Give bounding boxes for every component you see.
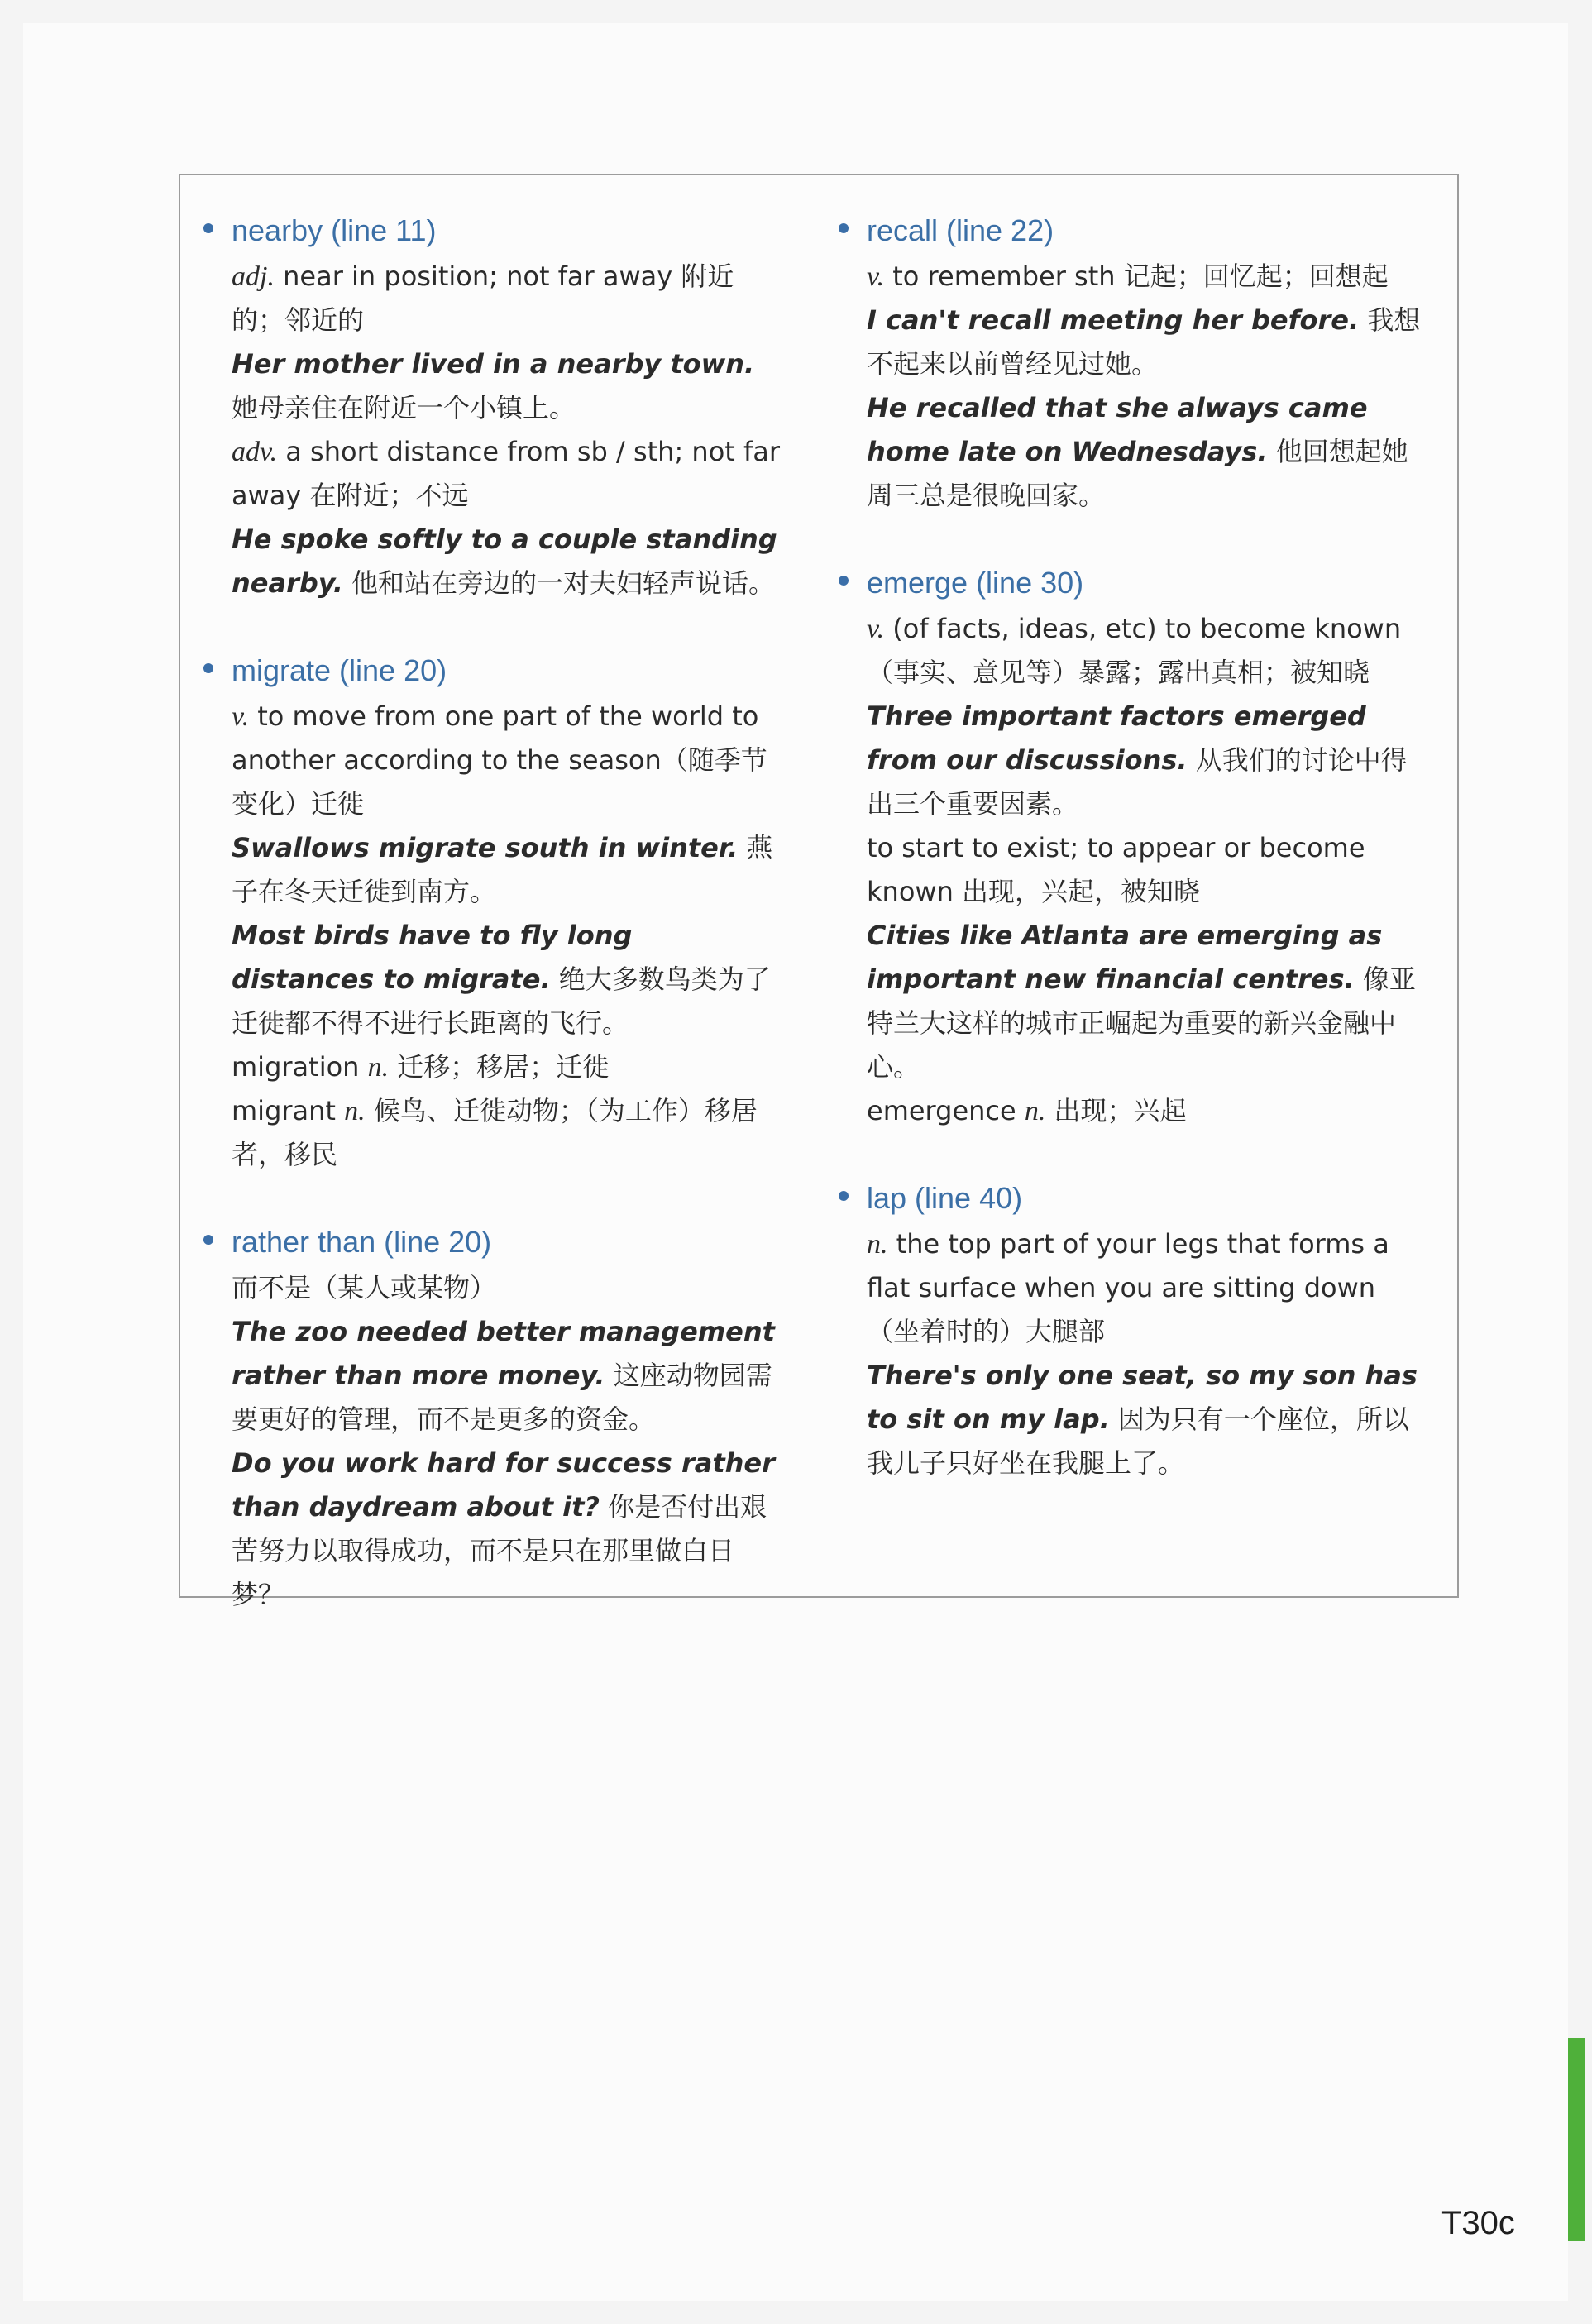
example: Cities like Atlanta are emerging as important new financial centres. 像亚特兰大这样的城市正崛起为重要的新兴金融中心。 bbox=[867, 920, 1416, 1083]
example: The zoo needed better management rather than more money. 这座动物园需要更好的管理，而不是更多的资金。 bbox=[232, 1316, 775, 1435]
example: Three important factors emerged from our discussions. 从我们的讨论中得出三个重要因素。 bbox=[867, 701, 1408, 820]
entry-migrate bbox=[202, 650, 781, 1177]
vocabulary-box bbox=[179, 174, 1459, 1610]
part-of-speech: adj. bbox=[232, 261, 275, 292]
headword-rather-than: rather than (line 20) bbox=[232, 1225, 492, 1259]
headword-lap: lap (line 40) bbox=[867, 1181, 1023, 1215]
entry-nearby bbox=[202, 210, 781, 605]
bullet-icon bbox=[203, 223, 213, 233]
part-of-speech: v. bbox=[232, 701, 250, 732]
example: I can't recall meeting her before. 我想不起来以前曾经见过她。 bbox=[867, 304, 1421, 380]
headword-nearby: nearby (line 11) bbox=[232, 213, 437, 247]
example: Do you work hard for success rather than daydream about it? 你是否付出艰苦努力以取得成功，而不是只在那里做白日梦？ bbox=[232, 1447, 775, 1610]
bullet-icon bbox=[839, 223, 849, 233]
definition: v. to move from one part of the world to another according to the season（随季节变化）迁徙 bbox=[232, 701, 767, 820]
example: Swallows migrate south in winter. 燕子在冬天迁徙到南方。 bbox=[232, 832, 773, 907]
bullet-icon bbox=[839, 1191, 849, 1201]
definition: v. (of facts, ideas, etc) to become known（事实、意见等）暴露；露出真相；被知晓 bbox=[867, 613, 1402, 688]
definition: to start to exist; to appear or become known 出现，兴起，被知晓 bbox=[867, 832, 1365, 907]
page-number: T30c bbox=[1441, 2205, 1515, 2241]
derived-word: migrant n. 候鸟、迁徙动物；（为工作）移居者，移民 bbox=[232, 1095, 758, 1170]
example: He recalled that she always came home late on Wednesdays. 他回想起她周三总是很晚回家。 bbox=[867, 392, 1408, 511]
entry-lap bbox=[837, 1178, 1427, 1485]
derived-word: migration n. 迁移；移居；迁徙 bbox=[232, 1051, 610, 1083]
right-column bbox=[837, 210, 1427, 1530]
left-column bbox=[202, 210, 781, 1662]
part-of-speech: adv. bbox=[232, 437, 278, 467]
definition: n. the top part of your legs that forms a flat surface when you are sitting down （坐着时的）大腿部 bbox=[867, 1228, 1389, 1347]
definition: adj. near in position; not far away 附近的；邻近的 bbox=[232, 261, 734, 336]
derived-word: emergence n. 出现；兴起 bbox=[867, 1095, 1187, 1126]
entry-recall bbox=[837, 210, 1427, 518]
example: Her mother lived in a nearby town. 她母亲住在附近一个小镇上。 bbox=[232, 348, 755, 423]
definition: adv. a short distance from sb / sth; not far away 在附近；不远 bbox=[232, 436, 781, 511]
part-of-speech: v. bbox=[867, 261, 885, 292]
example: He spoke softly to a couple standing nearby. 他和站在旁边的一对夫妇轻声说话。 bbox=[232, 524, 777, 599]
example: Most birds have to fly long distances to migrate. 绝大多数鸟类为了迁徙都不得不进行长距离的飞行。 bbox=[232, 920, 771, 1039]
part-of-speech: v. bbox=[867, 614, 885, 644]
entry-emerge bbox=[837, 562, 1427, 1133]
bullet-icon bbox=[839, 576, 849, 586]
definition: v. to remember sth 记起；回忆起；回想起 bbox=[867, 261, 1389, 292]
headword-migrate: migrate (line 20) bbox=[232, 653, 447, 687]
page bbox=[23, 23, 1568, 2301]
example: There's only one seat, so my son has to sit on my lap. 因为只有一个座位，所以我儿子只好坐在我腿上了。 bbox=[867, 1360, 1418, 1479]
bullet-icon bbox=[203, 663, 213, 673]
headword-recall: recall (line 22) bbox=[867, 213, 1054, 247]
bullet-icon bbox=[203, 1235, 213, 1245]
part-of-speech: n. bbox=[867, 1229, 888, 1260]
entry-rather-than bbox=[202, 1222, 781, 1617]
section-tab bbox=[1568, 2038, 1585, 2241]
definition: 而不是（某人或某物） bbox=[232, 1272, 497, 1303]
headword-emerge: emerge (line 30) bbox=[867, 566, 1084, 600]
